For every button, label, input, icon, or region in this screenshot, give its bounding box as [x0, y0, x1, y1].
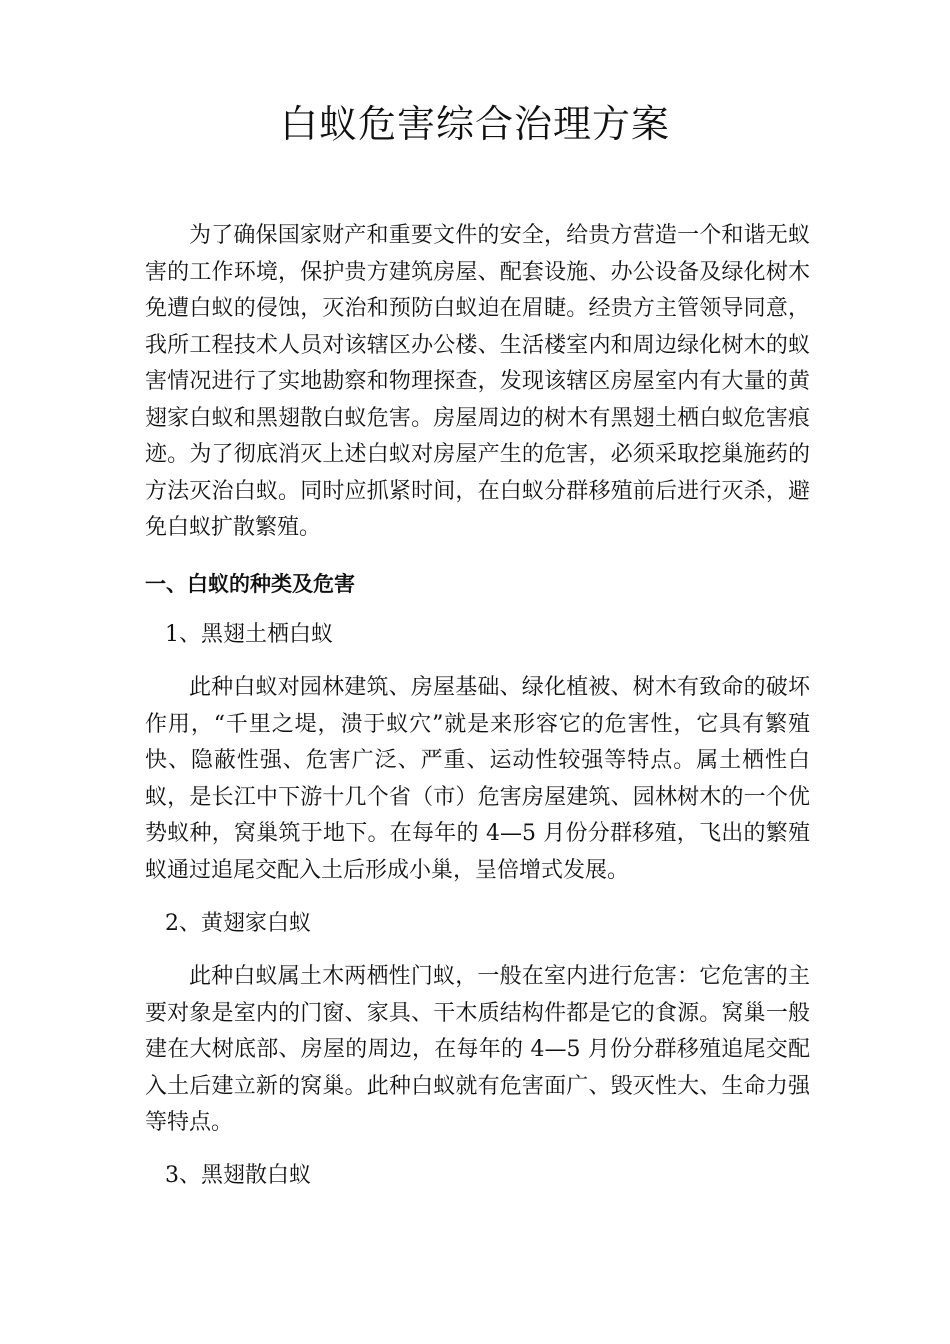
paragraph-black-winged-soil-termite: 此种白蚁对园林建筑、房屋基础、绿化植被、树木有致命的破坏作用，“千里之堤，溃于蚁穴”就是来形容它的危害性，它具有繁殖快、隐蔽性强、危害广泛、严重、运动性较强等特点。属土栖性白蚁，是长江中下游十几个省（市）危害房屋建筑、园林树木的一个优势蚁种，窝巢筑于地下。在每年的 4—5 月份分群移殖，飞出的繁殖蚁通过追尾交配入土后形成小巢，呈倍增式发展。	[145, 675, 810, 883]
paragraph-yellow-winged-house-termite: 此种白蚁属土木两栖性门蚁，一般在室内进行危害：它危害的主要对象是室内的门窗、家具、干木质结构件都是它的食源。窝巢一般建在大树底部、房屋的周边，在每年的 4—5 月份分群移殖追尾交配入土后建立新的窝巢。此种白蚁就有危害面广、毁灭性大、生命力强等特点。	[145, 964, 810, 1135]
subheading-black-winged-scattered-termite: 3、黑翅散白蚁	[165, 1163, 311, 1188]
section-heading-species: 一、白蚁的种类及危害	[145, 572, 355, 596]
document-title: 白蚁危害综合治理方案	[279, 102, 670, 146]
subheading-yellow-winged-house-termite: 2、黄翅家白蚁	[165, 911, 311, 936]
subheading-black-winged-soil-termite: 1、黑翅土栖白蚁	[165, 622, 333, 647]
intro-paragraph: 为了确保国家财产和重要文件的安全，给贵方营造一个和谐无蚁害的工作环境，保护贵方建筑房屋、配套设施、办公设备及绿化树木免遭白蚁的侵蚀，灭治和预防白蚁迫在眉睫。经贵方主管领导同意，我所工程技术人员对该辖区办公楼、生活楼室内和周边绿化树木的蚁害情况进行了实地勘察和物理探查，发现该辖区房屋室内有大量的黄翅家白蚁和黑翅散白蚁危害。房屋周边的树木有黑翅土栖白蚁危害痕迹。为了彻底消灭上述白蚁对房屋产生的危害，必须采取挖巢施药的方法灭治白蚁。同时应抓紧时间，在白蚁分群移殖前后进行灭杀，避免白蚁扩散繁殖。	[145, 223, 810, 540]
